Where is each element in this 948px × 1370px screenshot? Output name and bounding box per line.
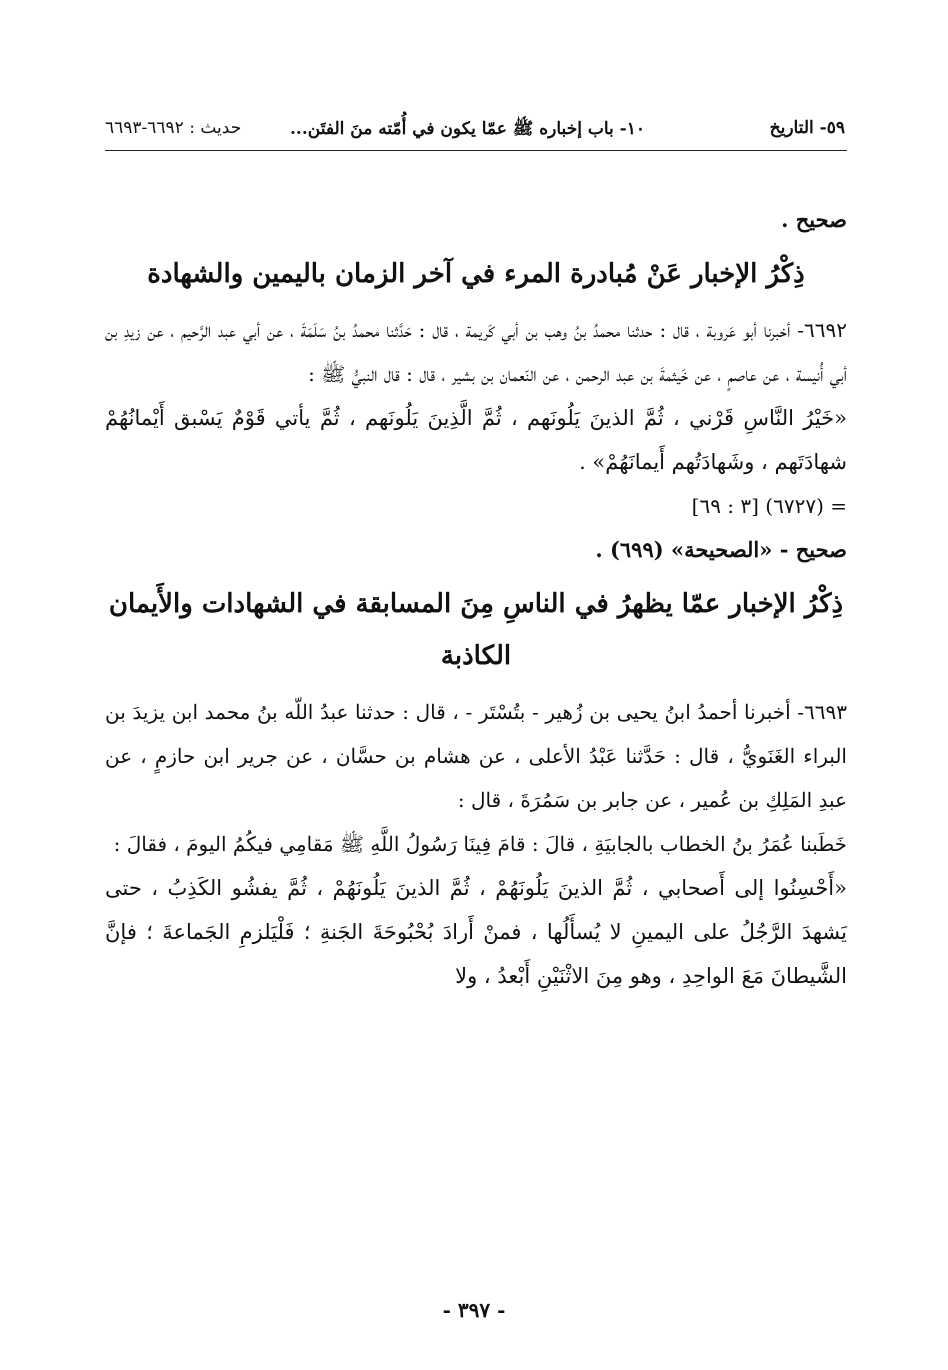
grade-note-1: صحيح .	[781, 207, 847, 232]
header-hadith-range: حديث : ٦٦٩٢-٦٦٩٣	[105, 118, 242, 138]
header-section-title: ١٠- باب إخباره ﷺ عمّا يكون في أُمّته منَ الفتَن...	[290, 119, 645, 139]
hadith-6693-sermon: خَطَبنا عُمَرُ بنُ الخطاب بالجابيَةِ ، قالَ : قامَ فِينَا رَسُولُ اللَّهِ ﷺ مَقامِي فيكُمُ اليومَ ، فقالَ :	[113, 832, 847, 856]
section-heading-1: ذِكْرُ الإخبار عَنْ مُبادرة المرء في آخر الزمان باليمين والشهادة	[147, 259, 805, 289]
grade-note-2: صحيح - «الصحيحة» (٦٩٩) .	[595, 537, 847, 562]
hadith-6692-isnad: ٦٦٩٢- أخبرنا أبو عَروبة ، قال : حدثنا محمدُ بنُ وهب بن أبي كَريمة ، قال : حَدَّثنا محمدُ بنُ سَلَمَةَ ، عن أبي عبد الرَّحيم ، عن زيدِ بن أبي أُنيسة ، عن عاصمٍ ، عن خَيثمةَ بن عبد الرحمن ، عن النّعمان بن بشير ، قال : قال النبيُّ ﷺ :	[105, 318, 847, 386]
section-heading-2: ذِكْرُ الإخبار عمّا يظهرُ في الناسِ مِنَ المسابقة في الشهادات والأَيمان الكاذبة	[108, 589, 844, 671]
hadith-6692-text: «خَيْرُ النَّاسِ قَرْني ، ثُمَّ الذينَ يَلُونَهم ، ثُمَّ الَّذِينَ يَلُونَهم ، ثُمَّ يأتي قَوْمٌ يَسْبق أَيْمانُهُمْ شهادَتَهم ، وشَهادَتُهم أَيمانَهُمْ» .	[105, 406, 847, 474]
page-body	[105, 198, 847, 998]
header-divider	[105, 150, 847, 151]
header-chapter: ٥٩- التاريخ	[769, 118, 845, 138]
hadith-6692-reference: = (٦٧٢٧) [٣ : ٦٩]	[691, 494, 847, 518]
page-number: - ٣٩٧ -	[442, 1298, 506, 1322]
hadith-6693-text: «أَحْسِنُوا إلى أَصحابي ، ثُمَّ الذينَ يَلُونَهُمْ ، ثُمَّ الذينَ يَلُونَهُمْ ، ثُمَّ يفشُو الكَذِبُ ، حتى يَشهدَ الرَّجُلُ على اليمينِ لا يُسأَلُها ، فمنْ أَرادَ بُحْبُوحَةَ الجَنةِ ؛ فَلْيَلزمِ الجَماعةَ ؛ فإنَّ الشَّيطانَ مَعَ الواحِدِ ، وهو مِنَ الاثْنَيْنِ أَبْعدُ ، ولا	[105, 876, 847, 988]
running-header	[105, 118, 845, 148]
hadith-6693-isnad: ٦٦٩٣- أخبرنا أحمدُ ابنُ يحيى بن زُهير - بتُسْتَر - ، قال : حدثنا عبدُ اللّه بنُ محمد ابن يزيدَ بن البراء الغَنَويُّ ، قال : حَدَّثنا عَبْدُ الأعلى ، عن هشام بن حسَّان ، عن جرير ابن حازمٍ ، عن عبدِ المَلِكِ بن عُمير ، عن جابر بن سَمُرَةَ ، قال :	[105, 700, 847, 812]
